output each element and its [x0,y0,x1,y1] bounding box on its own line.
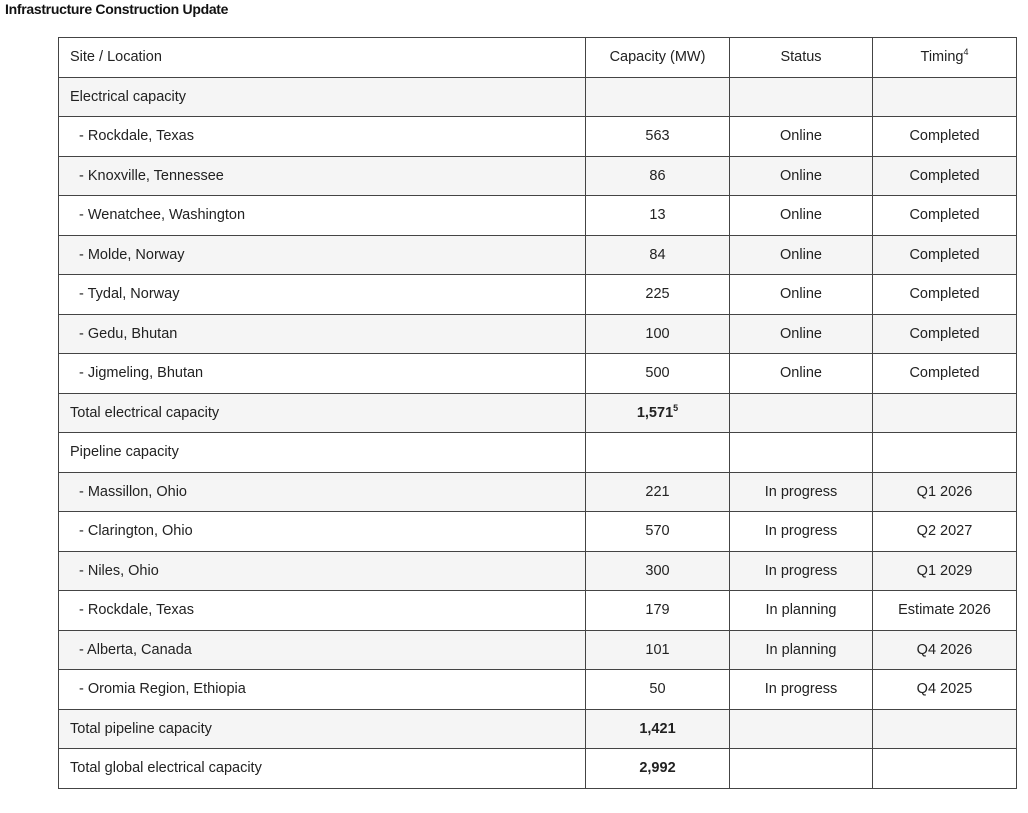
cell-location: - Gedu, Bhutan [59,314,586,354]
table-row [59,393,1017,433]
table-row [59,749,1017,789]
cell-location: Total pipeline capacity [59,709,586,749]
cell-location: - Oromia Region, Ethiopia [59,670,586,710]
cell-status: Online [730,156,873,196]
cell-location: - Massillon, Ohio [59,472,586,512]
cell-capacity [586,472,730,512]
cell-status: Online [730,275,873,315]
infrastructure-table [58,37,1017,789]
cell-status [730,433,873,473]
cell-timing [873,709,1017,749]
table-row [59,512,1017,552]
cell-location: Pipeline capacity [59,433,586,473]
table-body [59,38,1017,789]
cell-capacity [586,196,730,236]
cell-status: Online [730,117,873,157]
table-row [59,433,1017,473]
table-row [59,551,1017,591]
header-timing [873,38,1017,78]
capacity-value: 1,421 [639,720,676,737]
cell-timing: Completed [873,314,1017,354]
table-row [59,472,1017,512]
cell-timing: Q1 2029 [873,551,1017,591]
cell-timing: Completed [873,117,1017,157]
cell-timing: Completed [873,275,1017,315]
cell-status: In planning [730,630,873,670]
cell-status [730,749,873,789]
capacity-value: 225 [645,286,670,303]
cell-status: In planning [730,591,873,631]
cell-status: In progress [730,670,873,710]
cell-status: In progress [730,551,873,591]
cell-timing [873,749,1017,789]
cell-capacity [586,749,730,789]
cell-timing: Estimate 2026 [873,591,1017,631]
cell-location: - Molde, Norway [59,235,586,275]
cell-location: - Knoxville, Tennessee [59,156,586,196]
cell-timing [873,433,1017,473]
table-row [59,275,1017,315]
cell-capacity [586,275,730,315]
cell-capacity [586,551,730,591]
cell-capacity [586,314,730,354]
capacity-value: 300 [645,562,670,579]
cell-location: Total electrical capacity [59,393,586,433]
cell-location: - Niles, Ohio [59,551,586,591]
cell-location: Total global electrical capacity [59,749,586,789]
header-timing-footnote: 4 [963,47,969,58]
capacity-value: 570 [645,523,670,540]
header-location: Site / Location [59,38,586,78]
table-row [59,354,1017,394]
table-header-row [59,38,1017,78]
cell-status: Online [730,314,873,354]
cell-status [730,393,873,433]
cell-status [730,77,873,117]
cell-timing: Completed [873,235,1017,275]
header-status: Status [730,38,873,78]
table-row [59,630,1017,670]
cell-timing: Completed [873,354,1017,394]
table-row [59,156,1017,196]
cell-timing: Q4 2025 [873,670,1017,710]
page-title: Infrastructure Construction Update [5,1,229,17]
capacity-value: 500 [645,365,670,382]
table-row [59,314,1017,354]
cell-capacity [586,354,730,394]
capacity-value: 179 [645,602,670,619]
table-row [59,117,1017,157]
cell-location: - Jigmeling, Bhutan [59,354,586,394]
cell-status [730,709,873,749]
cell-location: - Clarington, Ohio [59,512,586,552]
cell-capacity [586,77,730,117]
header-timing-label: Timing [920,49,964,66]
capacity-value: 84 [649,246,666,263]
cell-capacity [586,630,730,670]
cell-location: - Wenatchee, Washington [59,196,586,236]
cell-timing: Completed [873,196,1017,236]
cell-status: Online [730,235,873,275]
cell-capacity [586,512,730,552]
cell-capacity [586,670,730,710]
cell-capacity [586,709,730,749]
capacity-value: 1,571 [636,404,674,421]
cell-capacity [586,393,730,433]
cell-timing: Q1 2026 [873,472,1017,512]
capacity-value: 50 [649,681,666,698]
capacity-value: 13 [649,207,666,224]
cell-capacity [586,433,730,473]
cell-location: - Tydal, Norway [59,275,586,315]
cell-status: In progress [730,472,873,512]
cell-timing: Completed [873,156,1017,196]
table-row [59,670,1017,710]
cell-location: - Rockdale, Texas [59,591,586,631]
cell-timing [873,77,1017,117]
cell-capacity [586,156,730,196]
cell-timing [873,393,1017,433]
capacity-value: 86 [649,167,666,184]
cell-status: Online [730,354,873,394]
cell-capacity [586,591,730,631]
cell-capacity [586,117,730,157]
capacity-value: 101 [645,641,670,658]
cell-capacity [586,235,730,275]
capacity-footnote: 5 [673,402,679,413]
cell-location: Electrical capacity [59,77,586,117]
table-row [59,235,1017,275]
cell-location: - Alberta, Canada [59,630,586,670]
cell-status: In progress [730,512,873,552]
cell-status: Online [730,196,873,236]
capacity-value: 100 [645,325,670,342]
capacity-value: 221 [645,483,670,500]
cell-timing: Q2 2027 [873,512,1017,552]
capacity-value: 563 [645,128,670,145]
table-row [59,196,1017,236]
table-row [59,591,1017,631]
header-capacity: Capacity (MW) [586,38,730,78]
table-row [59,77,1017,117]
capacity-value: 2,992 [639,760,676,777]
table-row [59,709,1017,749]
cell-timing: Q4 2026 [873,630,1017,670]
cell-location: - Rockdale, Texas [59,117,586,157]
